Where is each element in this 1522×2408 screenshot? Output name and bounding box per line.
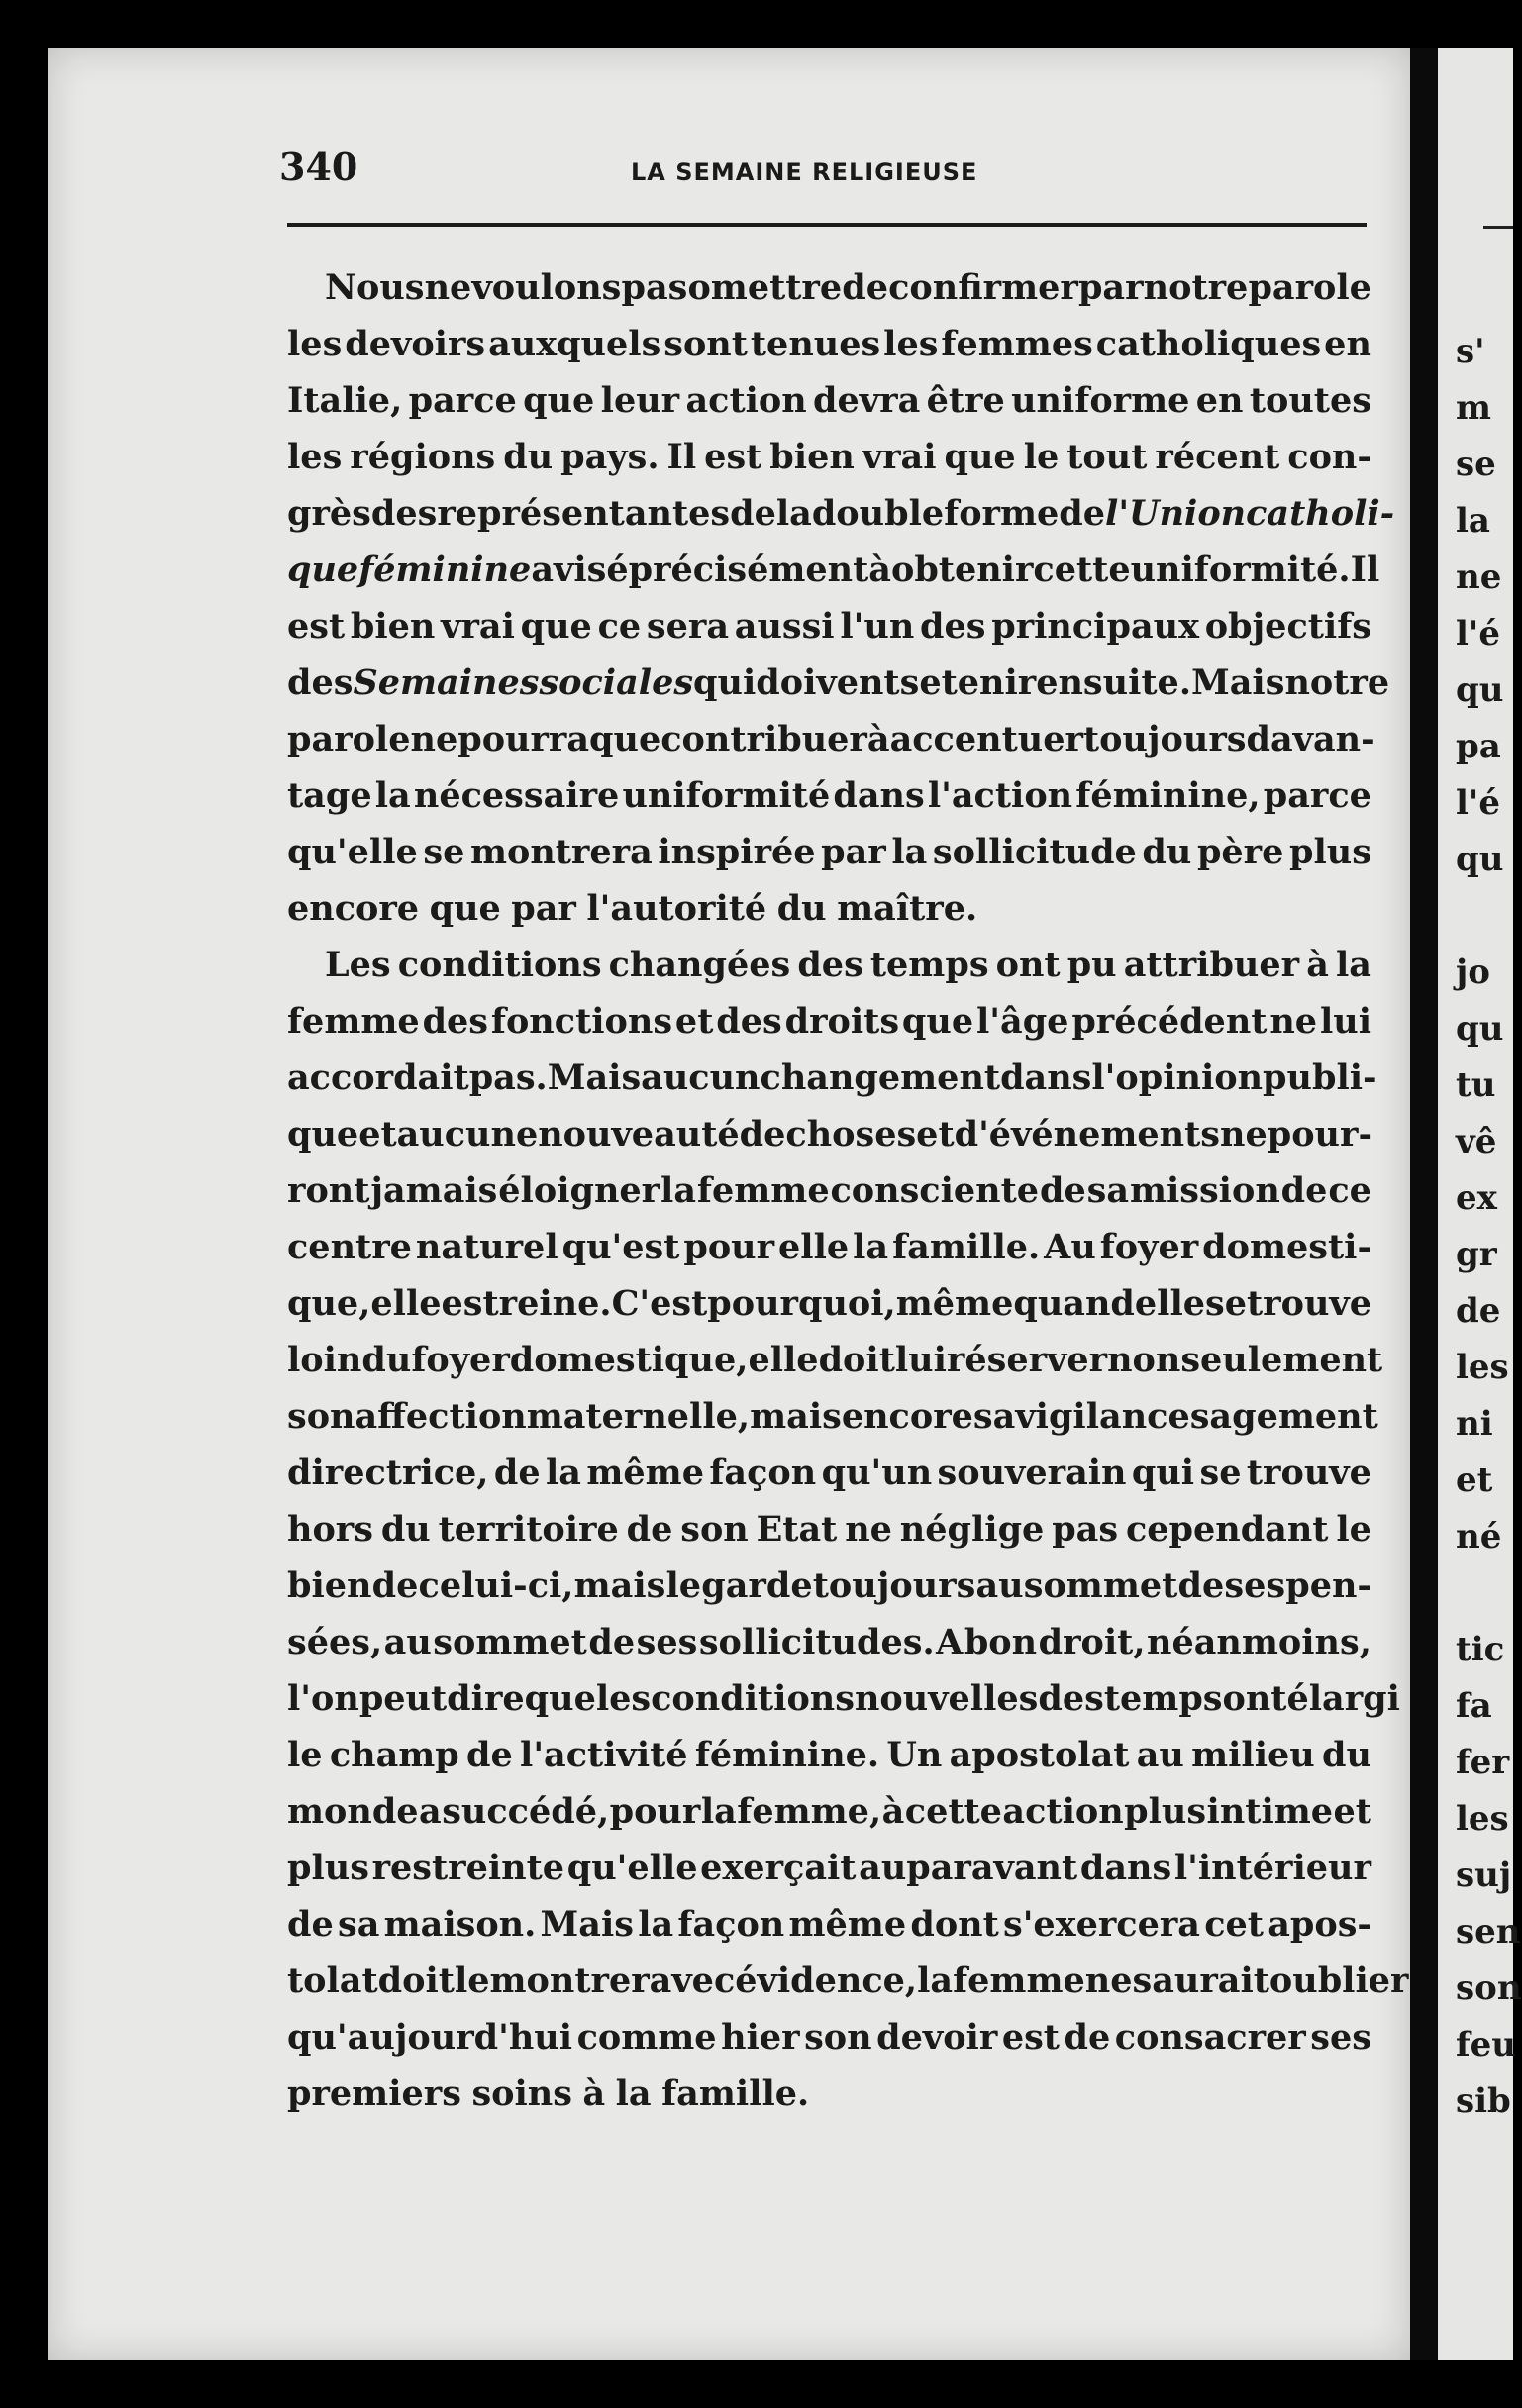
adjacent-text-fragment: et bbox=[1456, 1460, 1493, 1500]
adjacent-text-fragment: l'é bbox=[1456, 783, 1500, 823]
adjacent-text-fragment: se bbox=[1456, 445, 1496, 484]
adjacent-text-fragment: fa bbox=[1456, 1686, 1492, 1726]
adjacent-text-fragment: gr bbox=[1456, 1235, 1497, 1274]
text-line: monde a succédé, pour la femme, à cette action plus intime et bbox=[287, 1791, 1371, 1832]
adjacent-text-fragment: sib bbox=[1456, 2081, 1511, 2121]
text-line: tolat doit le montrer avec évidence, la femme ne saurait oublier bbox=[287, 1960, 1409, 2001]
text-line: de sa maison. Mais la façon même dont s'exercera cet apos- bbox=[287, 1904, 1371, 1945]
adjacent-text-fragment: pa bbox=[1456, 727, 1501, 766]
text-line: encore que par l'autorité du maître. bbox=[287, 888, 978, 929]
text-line: les devoirs auxquels sont tenues les femmes catholiques en bbox=[287, 324, 1371, 364]
text-line: loin du foyer domestique, elle doit lui réserver non seulement bbox=[287, 1340, 1383, 1380]
adjacent-text-fragment: m bbox=[1456, 388, 1491, 428]
text-line: hors du territoire de son Etat ne néglige pas cependant le bbox=[287, 1509, 1371, 1550]
right-page-rule bbox=[1483, 226, 1513, 229]
text-line: qu'aujourd'hui comme hier son devoir est de consacrer ses bbox=[287, 2017, 1371, 2057]
text-line: le champ de l'activité féminine. Un apostolat au milieu du bbox=[287, 1735, 1371, 1775]
text-line: bien de celui-ci, mais le garde toujours au sommet de ses pen- bbox=[287, 1565, 1371, 1606]
page-header bbox=[279, 145, 1367, 194]
text-line: est bien vrai que ce sera aussi l'un des principaux objectifs bbox=[287, 606, 1371, 647]
adjacent-text-fragment: de bbox=[1456, 1291, 1501, 1331]
adjacent-text-fragment: ni bbox=[1456, 1404, 1493, 1444]
text-line: ront jamais éloigner la femme consciente de sa mission de ce bbox=[287, 1170, 1371, 1211]
adjacent-text-fragment: les bbox=[1456, 1799, 1509, 1839]
text-line: Nous ne voulons pas omettre de confirmer par notre parole bbox=[325, 267, 1371, 308]
adjacent-text-fragment: tic bbox=[1456, 1630, 1505, 1669]
text-line: son affection maternelle, mais encore sa vigilance sagement bbox=[287, 1396, 1378, 1437]
adjacent-text-fragment: l'é bbox=[1456, 614, 1500, 653]
text-line: tage la nécessaire uniformité dans l'action féminine, parce bbox=[287, 775, 1371, 816]
text-line: plus restreinte qu'elle exerçait auparavant dans l'intérieur bbox=[287, 1848, 1371, 1888]
text-line: des Semaines sociales qui doivent se tenir ensuite. Mais notre bbox=[287, 662, 1390, 703]
page-number: 340 bbox=[279, 145, 358, 189]
text-line: Les conditions changées des temps ont pu attribuer à la bbox=[325, 945, 1371, 985]
text-line: que, elle est reine. C'est pourquoi, même quand elle se trouve bbox=[287, 1283, 1372, 1324]
adjacent-text-fragment: s' bbox=[1456, 332, 1485, 371]
text-line: qu'elle se montrera inspirée par la sollicitude du père plus bbox=[287, 832, 1371, 872]
adjacent-text-fragment: ex bbox=[1456, 1178, 1497, 1218]
adjacent-text-fragment: qu bbox=[1456, 670, 1504, 710]
adjacent-text-fragment: fer bbox=[1456, 1743, 1510, 1782]
text-line: que féminine a visé précisément à obtenir cette uniformité. Il bbox=[287, 550, 1380, 590]
adjacent-text-fragment: sen bbox=[1456, 1912, 1521, 1952]
text-line: parole ne pourra que contribuer à accentuer toujours davan- bbox=[287, 719, 1375, 759]
running-title: LA SEMAINE RELIGIEUSE bbox=[631, 158, 978, 186]
header-rule bbox=[287, 223, 1367, 227]
text-line: que et aucune nouveauté de choses et d'événements ne pour- bbox=[287, 1114, 1372, 1154]
text-line: directrice, de la même façon qu'un souverain qui se trouve bbox=[287, 1453, 1371, 1493]
adjacent-text-fragment: né bbox=[1456, 1517, 1502, 1556]
adjacent-text-fragment: les bbox=[1456, 1348, 1509, 1387]
adjacent-text-fragment: feu bbox=[1456, 2025, 1516, 2064]
text-line: centre naturel qu'est pour elle la famille. Au foyer domesti- bbox=[287, 1227, 1371, 1267]
text-line: sées, au sommet de ses sollicitudes. A bon droit, néanmoins, bbox=[287, 1622, 1371, 1662]
body-text bbox=[287, 259, 1409, 2122]
text-line: accordait pas. Mais aucun changement dans l'opinion publi- bbox=[287, 1057, 1377, 1098]
page-gutter bbox=[1410, 48, 1438, 2360]
text-line: femme des fonctions et des droits que l'âge précédent ne lui bbox=[287, 1001, 1371, 1042]
adjacent-text-fragment: jo bbox=[1456, 953, 1490, 992]
text-line: premiers soins à la famille. bbox=[287, 2073, 810, 2114]
text-line: grès des représentantes de la double forme de l'Union catholi- bbox=[287, 493, 1395, 534]
text-line: Italie, parce que leur action devra être uniforme en toutes bbox=[287, 380, 1371, 421]
adjacent-text-fragment: tu bbox=[1456, 1065, 1496, 1105]
adjacent-text-fragment: qu bbox=[1456, 840, 1504, 879]
text-line: les régions du pays. Il est bien vrai que le tout récent con- bbox=[287, 437, 1371, 477]
adjacent-text-fragment: qu bbox=[1456, 1009, 1504, 1049]
adjacent-text-fragment: vê bbox=[1456, 1122, 1497, 1161]
adjacent-text-fragment: suj bbox=[1456, 1856, 1512, 1895]
adjacent-text-fragment: la bbox=[1456, 501, 1490, 541]
adjacent-text-fragment: ne bbox=[1456, 557, 1502, 597]
adjacent-text-fragment: son bbox=[1456, 1968, 1522, 2008]
text-line: l'on peut dire que les conditions nouvelles des temps ont élargi bbox=[287, 1678, 1400, 1719]
